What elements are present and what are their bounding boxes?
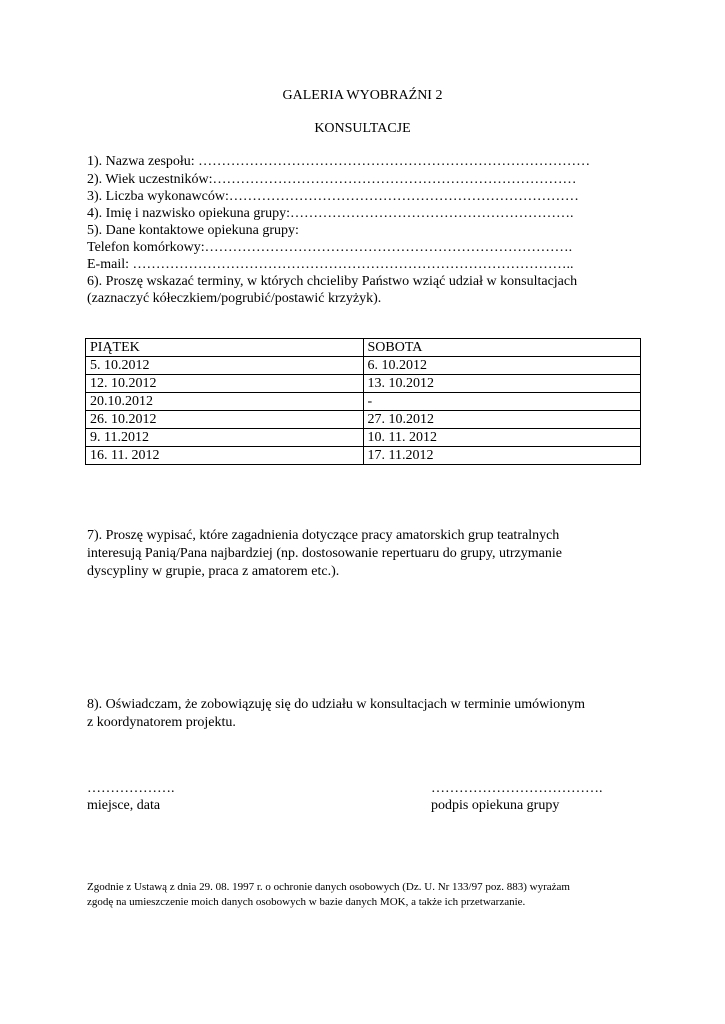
header-saturday: SOBOTA <box>363 339 641 357</box>
friday-date-cell[interactable]: 12. 10.2012 <box>86 375 364 393</box>
saturday-date-cell[interactable]: 17. 11.2012 <box>363 447 641 465</box>
saturday-date-cell[interactable]: 13. 10.2012 <box>363 375 641 393</box>
field-guardian-name[interactable]: 4). Imię i nazwisko opiekuna grupy:……………………………………………………. <box>87 206 574 221</box>
signature-label: podpis opiekuna grupy <box>431 798 560 813</box>
table-row <box>86 447 641 465</box>
schedule-table <box>85 338 641 465</box>
question-6-line-1: 6). Proszę wskazać terminy, w których chcieliby Państwo wziąć udział w konsultacjach <box>87 274 578 289</box>
consent-line-1: Zgodnie z Ustawą z dnia 29. 08. 1997 r. o ochronie danych osobowych (Dz. U. Nr 133/97 poz. 883) wyrażam <box>87 881 570 893</box>
question-7-line-2: interesują Panią/Pana najbardziej (np. dostosowanie repertuaru do grupy, utrzymanie <box>87 546 562 561</box>
table-row <box>86 357 641 375</box>
friday-date-cell[interactable]: 16. 11. 2012 <box>86 447 364 465</box>
field-email[interactable]: E-mail: ………………………………………………………………………………….. <box>87 257 574 272</box>
table-header-row <box>86 339 641 357</box>
header-friday: PIĄTEK <box>86 339 364 357</box>
saturday-date-cell: - <box>363 393 641 411</box>
table-row <box>86 411 641 429</box>
question-8-line-2: z koordynatorem projektu. <box>87 715 236 730</box>
question-7-line-3: dyscypliny w grupie, praca z amatorem etc.). <box>87 564 340 579</box>
field-performers-count[interactable]: 3). Liczba wykonawców:………………………………………………………………… <box>87 189 579 204</box>
field-team-name[interactable]: 1). Nazwa zespołu: ………………………………………………………………………… <box>87 154 591 169</box>
table-row <box>86 375 641 393</box>
saturday-date-cell[interactable]: 10. 11. 2012 <box>363 429 641 447</box>
question-6-line-2: (zaznaczyć kółeczkiem/pogrubić/postawić krzyżyk). <box>87 291 382 306</box>
friday-date-cell[interactable]: 26. 10.2012 <box>86 411 364 429</box>
table-row <box>86 393 641 411</box>
contact-section-label: 5). Dane kontaktowe opiekuna grupy: <box>87 223 299 238</box>
place-date-label: miejsce, data <box>87 798 161 813</box>
saturday-date-cell[interactable]: 6. 10.2012 <box>363 357 641 375</box>
friday-date-cell[interactable]: 5. 10.2012 <box>86 357 364 375</box>
question-8-line-1: 8). Oświadczam, że zobowiązuję się do udziału w konsultacjach w terminie umówionym <box>87 697 586 712</box>
place-date-dots[interactable]: ………………. <box>87 781 175 796</box>
document-title: GALERIA WYOBRAŹNI 2 <box>282 88 443 103</box>
saturday-date-cell[interactable]: 27. 10.2012 <box>363 411 641 429</box>
friday-date-cell[interactable]: 20.10.2012 <box>86 393 364 411</box>
field-participants-age[interactable]: 2). Wiek uczestników:…………………………………………………………………… <box>87 172 577 187</box>
friday-date-cell[interactable]: 9. 11.2012 <box>86 429 364 447</box>
consent-line-2: zgodę na umieszczenie moich danych osobowych w bazie danych MOK, a także ich przetwarzanie. <box>87 896 526 908</box>
signature-dots[interactable]: ………………………………. <box>431 781 603 796</box>
question-7-line-1: 7). Proszę wypisać, które zagadnienia dotyczące pracy amatorskich grup teatralnych <box>87 528 560 543</box>
table-row <box>86 429 641 447</box>
document-subtitle: KONSULTACJE <box>314 121 411 136</box>
field-mobile-phone[interactable]: Telefon komórkowy:……………………………………………………………………. <box>87 240 573 255</box>
